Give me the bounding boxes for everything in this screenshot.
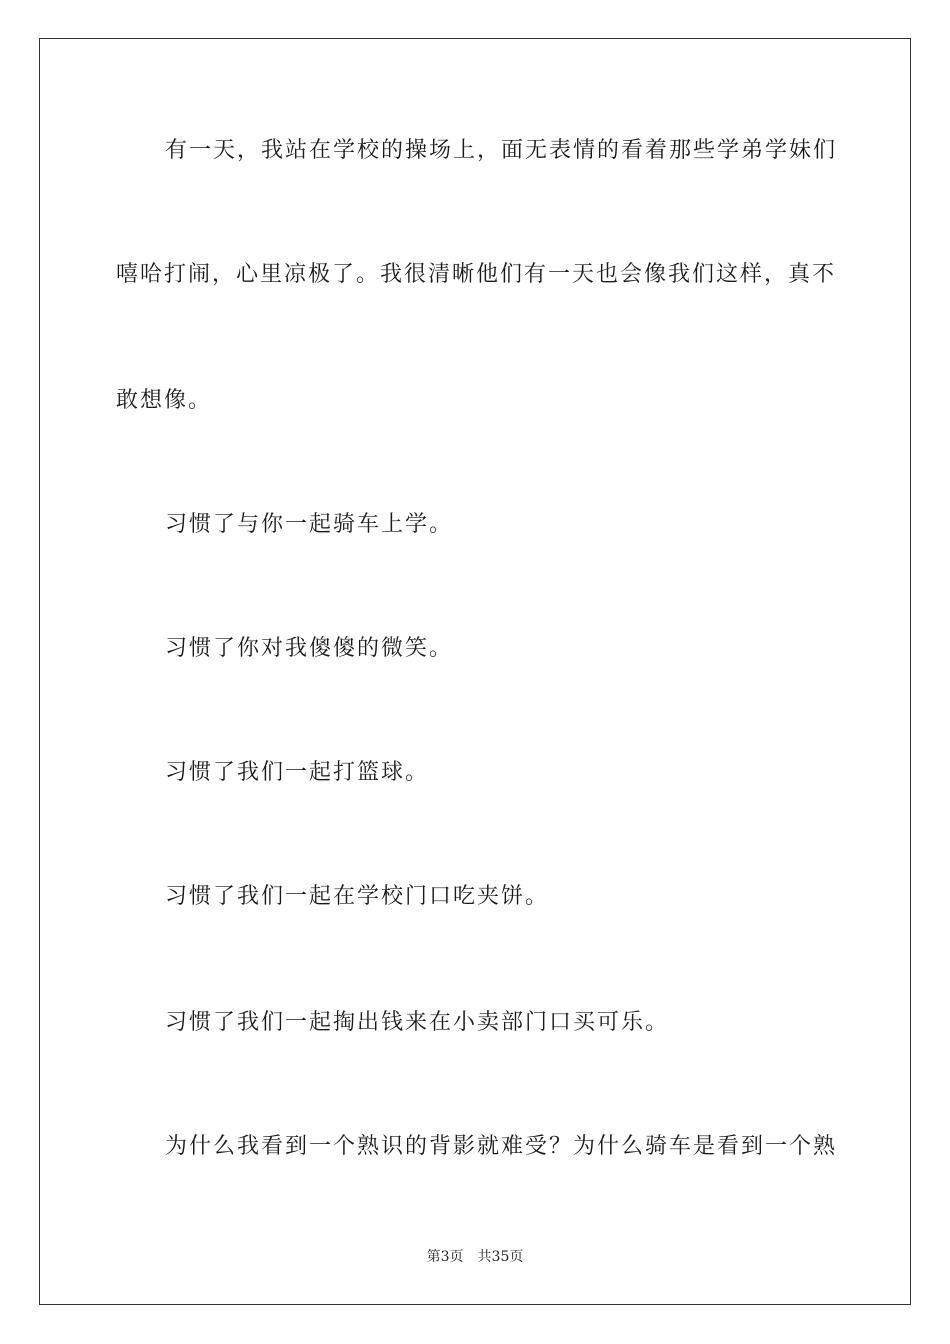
paragraph-line-7: 习惯了我们一起在学校门口吃夹饼。 bbox=[165, 884, 550, 909]
page-number: 第3页 bbox=[426, 1249, 464, 1265]
page-border bbox=[39, 38, 911, 1305]
paragraph-line-4: 习惯了与你一起骑车上学。 bbox=[165, 512, 454, 537]
paragraph-line-3: 敢想像。 bbox=[116, 388, 213, 413]
paragraph-line-2: 嘻哈打闹，心里凉极了。我很清晰他们有一天也会像我们这样，真不 bbox=[116, 262, 837, 287]
page-total: 共35页 bbox=[477, 1249, 524, 1265]
paragraph-line-1: 有一天，我站在学校的操场上，面无表情的看着那些学弟学妹们 bbox=[165, 138, 838, 163]
paragraph-line-6: 习惯了我们一起打篮球。 bbox=[165, 760, 430, 785]
paragraph-line-8: 习惯了我们一起掏出钱来在小卖部门口买可乐。 bbox=[165, 1010, 670, 1035]
page-footer bbox=[0, 1249, 950, 1265]
paragraph-line-5: 习惯了你对我傻傻的微笑。 bbox=[165, 636, 454, 661]
paragraph-line-9: 为什么我看到一个熟识的背影就难受？为什么骑车是看到一个熟 bbox=[165, 1134, 838, 1159]
